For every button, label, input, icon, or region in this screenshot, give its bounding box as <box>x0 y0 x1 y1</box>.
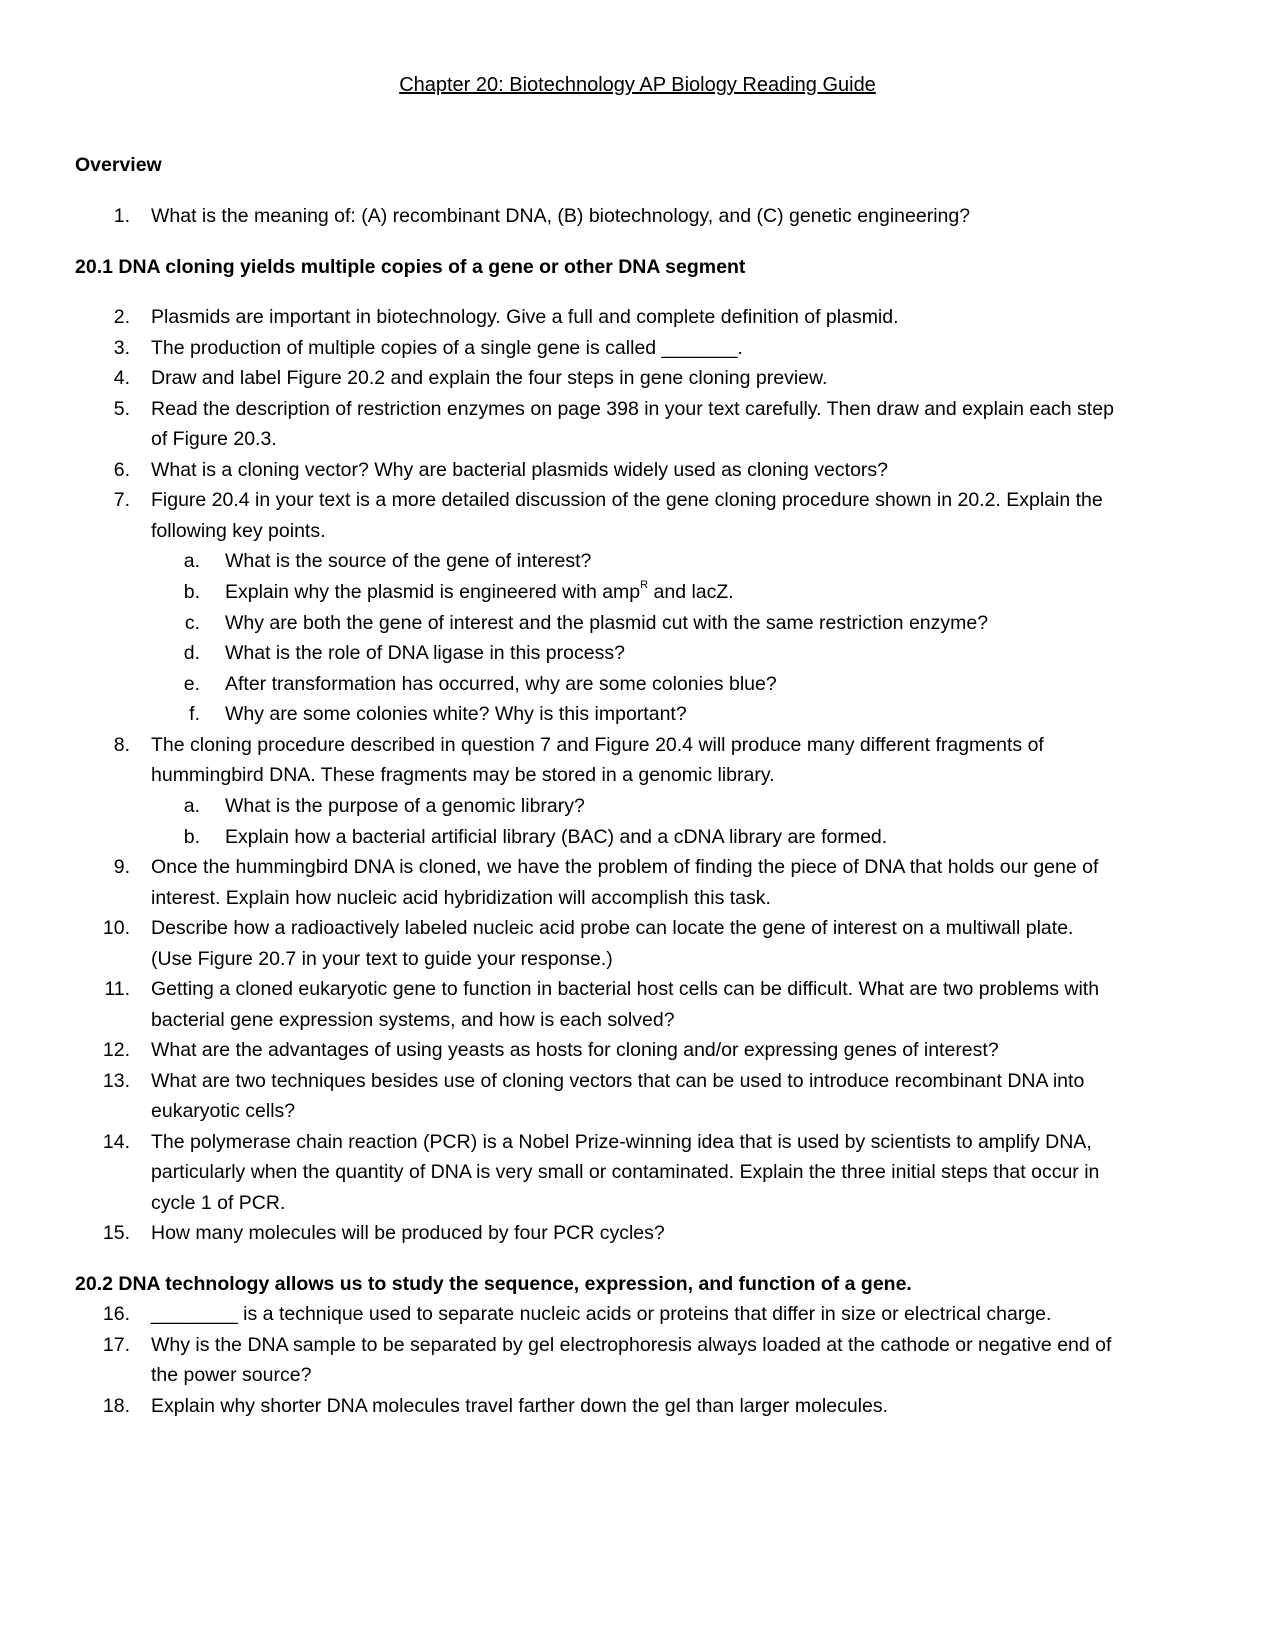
question-text: Figure 20.4 in your text is a more detailed discussion of the gene cloning procedure shown in 20.2. Explain the <box>151 489 1103 511</box>
question-text: What is the source of the gene of interest? <box>225 550 592 572</box>
question-letter: e. <box>183 673 200 695</box>
section-heading-20-1: 20.1 DNA cloning yields multiple copies of a gene or other DNA segment <box>75 256 746 278</box>
question-text: Explain why shorter DNA molecules travel farther down the gel than larger molecules. <box>151 1395 889 1417</box>
question-number: 6. <box>113 459 130 481</box>
question-text: ________ is a technique used to separate nucleic acids or proteins that differ in size or electrical charge. <box>151 1303 1052 1325</box>
superscript: R <box>640 579 649 591</box>
question-text: Why are both the gene of interest and the plasmid cut with the same restriction enzyme? <box>225 612 989 634</box>
question-number: 11. <box>104 978 130 1000</box>
question-text-part: and lacZ. <box>648 581 734 603</box>
question-number: 3. <box>113 337 130 359</box>
question-number: 13. <box>102 1070 130 1092</box>
question-text: Explain how a bacterial artificial library (BAC) and a cDNA library are formed. <box>225 826 888 848</box>
question-number: 12. <box>102 1039 130 1061</box>
question-number: 14. <box>102 1131 130 1153</box>
question-number: 1. <box>113 205 130 227</box>
question-text: Getting a cloned eukaryotic gene to function in bacterial host cells can be difficult. What are two problems with <box>151 978 1100 1000</box>
question-text: What are two techniques besides use of cloning vectors that can be used to introduce recombinant DNA into <box>151 1070 1085 1092</box>
question-text: particularly when the quantity of DNA is very small or contaminated. Explain the three initial steps that occur in <box>151 1161 1100 1183</box>
question-text: What are the advantages of using yeasts as hosts for cloning and/or expressing genes of interest? <box>151 1039 999 1061</box>
question-text: Describe how a radioactively labeled nucleic acid probe can locate the gene of interest on a multiwall plate. <box>151 917 1074 939</box>
question-text: (Use Figure 20.7 in your text to guide your response.) <box>151 948 613 970</box>
question-text: following key points. <box>151 520 326 542</box>
question-number: 9. <box>113 856 130 878</box>
question-text: Why is the DNA sample to be separated by gel electrophoresis always loaded at the cathode or negative end of <box>151 1334 1112 1356</box>
question-number: 2. <box>113 306 130 328</box>
question-text: What is a cloning vector? Why are bacterial plasmids widely used as cloning vectors? <box>151 459 889 481</box>
question-number: 7. <box>113 489 130 511</box>
question-text: Plasmids are important in biotechnology. Give a full and complete definition of plasmid. <box>151 306 899 328</box>
question-text: The cloning procedure described in question 7 and Figure 20.4 will produce many different fragments of <box>151 734 1044 756</box>
section-heading-20-2: 20.2 DNA technology allows us to study the sequence, expression, and function of a gene. <box>75 1273 912 1295</box>
question-text: The polymerase chain reaction (PCR) is a Nobel Prize-winning idea that is used by scientists to amplify DNA, <box>151 1131 1092 1153</box>
section-heading-overview: Overview <box>75 154 162 176</box>
page-title: Chapter 20: Biotechnology AP Biology Reading Guide <box>399 74 876 96</box>
question-number: 16. <box>102 1303 130 1325</box>
question-text: How many molecules will be produced by four PCR cycles? <box>151 1222 665 1244</box>
question-text: After transformation has occurred, why are some colonies blue? <box>225 673 777 695</box>
question-text: What is the meaning of: (A) recombinant DNA, (B) biotechnology, and (C) genetic engineering? <box>151 205 971 227</box>
question-text: interest. Explain how nucleic acid hybridization will accomplish this task. <box>151 887 771 909</box>
question-letter: f. <box>189 703 200 725</box>
question-text: Once the hummingbird DNA is cloned, we have the problem of finding the piece of DNA that holds our gene of <box>151 856 1099 878</box>
question-text <box>225 581 734 604</box>
question-text: The production of multiple copies of a single gene is called _______. <box>151 337 743 359</box>
question-text: What is the role of DNA ligase in this process? <box>225 642 625 664</box>
question-text: of Figure 20.3. <box>151 428 277 450</box>
question-number: 4. <box>113 367 130 389</box>
question-number: 8. <box>113 734 130 756</box>
question-letter: b. <box>183 826 200 848</box>
question-text: eukaryotic cells? <box>151 1100 296 1122</box>
question-text: the power source? <box>151 1364 312 1386</box>
question-letter: d. <box>183 642 200 664</box>
question-text-part: Explain why the plasmid is engineered with amp <box>225 581 641 603</box>
question-text: bacterial gene expression systems, and how is each solved? <box>151 1009 675 1031</box>
question-text: What is the purpose of a genomic library? <box>225 795 585 817</box>
question-number: 15. <box>102 1222 130 1244</box>
question-number: 10. <box>102 917 130 939</box>
question-text: cycle 1 of PCR. <box>151 1192 286 1214</box>
question-letter: c. <box>184 612 200 634</box>
question-letter: a. <box>183 795 200 817</box>
question-number: 5. <box>113 398 130 420</box>
question-letter: a. <box>183 550 200 572</box>
question-number: 18. <box>102 1395 130 1417</box>
question-number: 17. <box>102 1334 130 1356</box>
question-text: Why are some colonies white? Why is this important? <box>225 703 687 725</box>
question-letter: b. <box>183 581 200 603</box>
question-text: Draw and label Figure 20.2 and explain the four steps in gene cloning preview. <box>151 367 828 389</box>
question-text: Read the description of restriction enzymes on page 398 in your text carefully. Then draw and explain each step <box>151 398 1114 420</box>
question-text: hummingbird DNA. These fragments may be stored in a genomic library. <box>151 764 775 786</box>
